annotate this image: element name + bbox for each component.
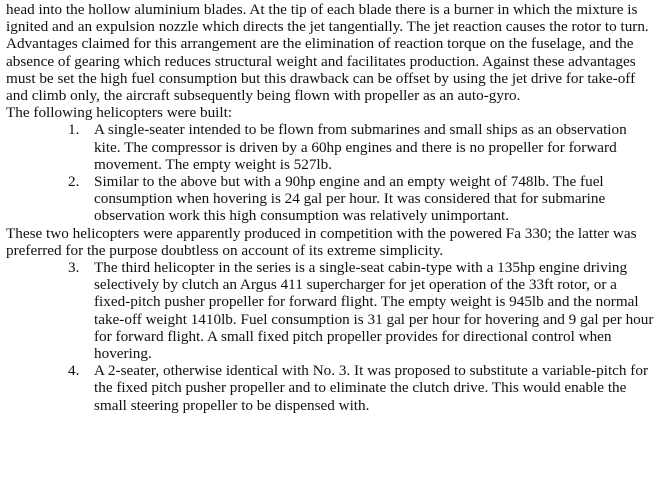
paragraph-advantages: Advantages claimed for this arrangement are the elimination of reaction torque on the fuselage, and the absence of gearing which reduces structural weight and facilitates production. Against these advantages must be set the high fuel consumption but this drawback can be offset by using the jet drive for take-off and climb only, the aircraft subsequently being flown with propeller as an auto-gyro. <box>6 35 636 105</box>
paragraph-blade-burner: head into the hollow aluminium blades. At the tip of each blade there is a burner in which the mixture is ignited and an expulsion nozzle which directs the jet tangentially. The jet reaction causes the rotor to turn. <box>6 1 649 36</box>
helicopter-list-first <box>6 121 661 224</box>
list-item-text: A 2-seater, otherwise identical with No. 3. It was proposed to substitute a variable-pitch for the fixed pitch pusher propeller and to eliminate the clutch drive. This would enable the small steering propeller to be dispensed with. <box>94 362 649 414</box>
list-item-text: A single-seater intended to be flown from submarines and small ships as an observation kite. The compressor is driven by a 60hp engines and there is no propeller for forward movement. The empty weight is 527lb. <box>94 121 627 173</box>
list-item-number: 3. <box>68 259 80 277</box>
list-item-text: The third helicopter in the series is a single-seat cabin-type with a 135hp engine driving selectively by clutch an Argus 411 supercharger for jet operation of the 33ft rotor, or a fixed-pitch pusher propeller for forward flight. The empty weight is 945lb and the normal take-off weight 1410lb. Fuel consumption is 31 gal per hour for hovering and 9 gal per hour for forward flight. A small fixed pitch propeller provides for directional control when hovering. <box>94 259 654 363</box>
list-item-number: 4. <box>68 362 80 380</box>
list-item <box>6 362 654 414</box>
paragraph-helicopters-intro: The following helicopters were built: <box>6 104 233 122</box>
list-item <box>6 173 654 225</box>
paragraph-competition: These two helicopters were apparently produced in competition with the powered Fa 330; the latter was preferred for the purpose doubtless on account of its extreme simplicity. <box>6 224 637 259</box>
list-item <box>6 121 654 173</box>
list-item <box>6 259 654 362</box>
list-item-number: 1. <box>68 121 80 139</box>
helicopter-list-second <box>6 259 661 414</box>
list-item-number: 2. <box>68 173 80 191</box>
list-item-text: Similar to the above but with a 90hp engine and an empty weight of 748lb. The fuel consumption when hovering is 24 gal per hour. It was considered that for submarine observation work this high consumption was relatively unimportant. <box>94 173 606 225</box>
